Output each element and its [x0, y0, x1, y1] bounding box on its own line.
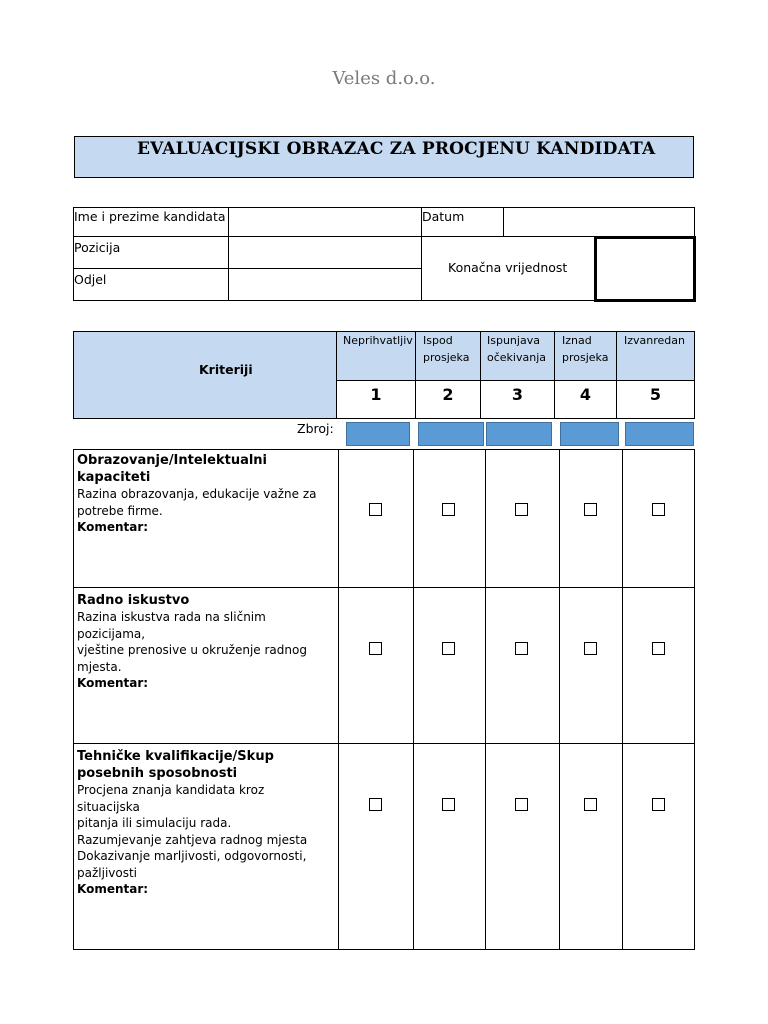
rating-cell: [559, 743, 623, 950]
col-label-3: Ispunjava očekivanja: [487, 334, 546, 364]
col-number-cell-2: [415, 380, 481, 419]
sum-field-5[interactable]: [625, 422, 694, 446]
position-label-cell: [73, 236, 229, 269]
criteria-1-text: [77, 452, 337, 536]
col-header-3: [480, 331, 555, 381]
rating-checkbox-1-4[interactable]: [584, 503, 597, 516]
rating-cell: [485, 587, 560, 744]
department-field[interactable]: [228, 268, 422, 301]
col-number-3: 3: [511, 385, 524, 404]
department-label: Odjel: [74, 272, 107, 287]
rating-cell: [413, 449, 486, 588]
col-header-4: [554, 331, 617, 381]
form-title-box: [74, 136, 694, 178]
position-field[interactable]: [228, 236, 422, 269]
col-label-4: Iznad prosjeka: [562, 334, 609, 364]
criteria-3-text: [77, 748, 327, 898]
criteria-1-desc-line: potrebe firme.: [77, 503, 163, 518]
rating-cell: [485, 743, 560, 950]
rating-checkbox-2-5[interactable]: [652, 642, 665, 655]
rating-checkbox-1-5[interactable]: [652, 503, 665, 516]
position-label: Pozicija: [74, 240, 121, 255]
rating-checkbox-1-2[interactable]: [442, 503, 455, 516]
col-number-cell-5: [616, 380, 695, 419]
col-number-1: 1: [370, 385, 382, 404]
date-field[interactable]: [503, 207, 695, 237]
col-header-1: [336, 331, 416, 381]
col-number-2: 2: [442, 385, 454, 404]
rating-checkbox-2-3[interactable]: [515, 642, 528, 655]
rating-cell: [338, 743, 414, 950]
rating-checkbox-1-1[interactable]: [369, 503, 382, 516]
criteria-header: Kriteriji: [199, 362, 253, 377]
criteria-2-text: [77, 592, 337, 692]
criteria-1-title: Obrazovanje/Intelektualni kapaciteti: [77, 453, 268, 485]
date-label: Datum: [422, 209, 465, 224]
col-number-cell-3: [480, 380, 555, 419]
col-label-5: Izvanredan: [624, 334, 685, 347]
final-value-label-cell: [421, 236, 596, 301]
criteria-3-desc-line: Procjena znanja kandidata kroz situacijska: [77, 783, 265, 814]
name-label-cell: [73, 207, 229, 237]
rating-checkbox-3-3[interactable]: [515, 798, 528, 811]
criteria-2-title: Radno iskustvo: [77, 593, 190, 608]
date-label-cell: [421, 207, 504, 237]
criteria-2-desc-line: Razina iskustva rada na sličnim pozicijama,: [77, 610, 266, 641]
rating-cell: [413, 743, 486, 950]
rating-checkbox-2-2[interactable]: [442, 642, 455, 655]
col-number-5: 5: [649, 385, 662, 404]
rating-checkbox-3-2[interactable]: [442, 798, 455, 811]
col-label-1: Neprihvatljiv: [343, 334, 413, 347]
criteria-3-desc-line: pažljivosti: [77, 865, 138, 880]
rating-checkbox-1-3[interactable]: [515, 503, 528, 516]
department-label-cell: [73, 268, 229, 301]
col-number-4: 4: [579, 385, 592, 404]
form-title: EVALUACIJSKI OBRAZAC ZA PROCJENU KANDIDATA: [137, 139, 656, 159]
rating-cell: [622, 587, 695, 744]
sum-field-2[interactable]: [418, 422, 484, 446]
criteria-3-comment-label: Komentar:: [77, 882, 149, 896]
rating-checkbox-3-4[interactable]: [584, 798, 597, 811]
final-value-label: Konačna vrijednost: [448, 260, 568, 275]
sum-label: Zbroj:: [297, 421, 334, 436]
col-number-cell-1: [336, 380, 416, 419]
rating-cell: [622, 743, 695, 950]
criteria-2-desc-line: vještine prenosive u okruženje radnog: [77, 643, 307, 657]
criteria-header-cell: [73, 331, 337, 419]
criteria-3-desc-line: Razumjevanje zahtjeva radnog mjesta: [77, 832, 308, 847]
rating-checkbox-3-5[interactable]: [652, 798, 665, 811]
rating-cell: [622, 449, 695, 588]
rating-cell: [413, 587, 486, 744]
rating-checkbox-3-1[interactable]: [369, 798, 382, 811]
name-label: Ime i prezime kandidata: [74, 209, 226, 224]
criteria-3-desc-line: Dokazivanje marljivosti, odgovornosti,: [77, 849, 307, 863]
sum-field-1[interactable]: [346, 422, 410, 446]
rating-cell: [338, 587, 414, 744]
company-name: Veles d.o.o.: [332, 68, 436, 89]
criteria-3-title: Tehničke kvalifikacije/Skup posebnih sposobnosti: [77, 749, 274, 781]
col-number-cell-4: [554, 380, 617, 419]
rating-cell: [559, 587, 623, 744]
rating-cell: [559, 449, 623, 588]
col-header-2: [415, 331, 481, 381]
rating-cell: [485, 449, 560, 588]
criteria-2-desc-line: mjesta.: [77, 659, 122, 674]
criteria-2-comment-label: Komentar:: [77, 676, 149, 690]
rating-checkbox-2-1[interactable]: [369, 642, 382, 655]
final-value-field[interactable]: [594, 236, 696, 302]
criteria-1-comment-label: Komentar:: [77, 520, 149, 534]
sum-field-4[interactable]: [560, 422, 619, 446]
col-header-5: [616, 331, 695, 381]
criteria-1-desc-line: Razina obrazovanja, edukacije važne za: [77, 487, 317, 501]
rating-cell: [338, 449, 414, 588]
criteria-3-desc-line: pitanja ili simulaciju rada.: [77, 816, 232, 830]
sum-field-3[interactable]: [486, 422, 552, 446]
rating-checkbox-2-4[interactable]: [584, 642, 597, 655]
name-field[interactable]: [228, 207, 422, 237]
col-label-2: Ispod prosjeka: [423, 334, 470, 364]
